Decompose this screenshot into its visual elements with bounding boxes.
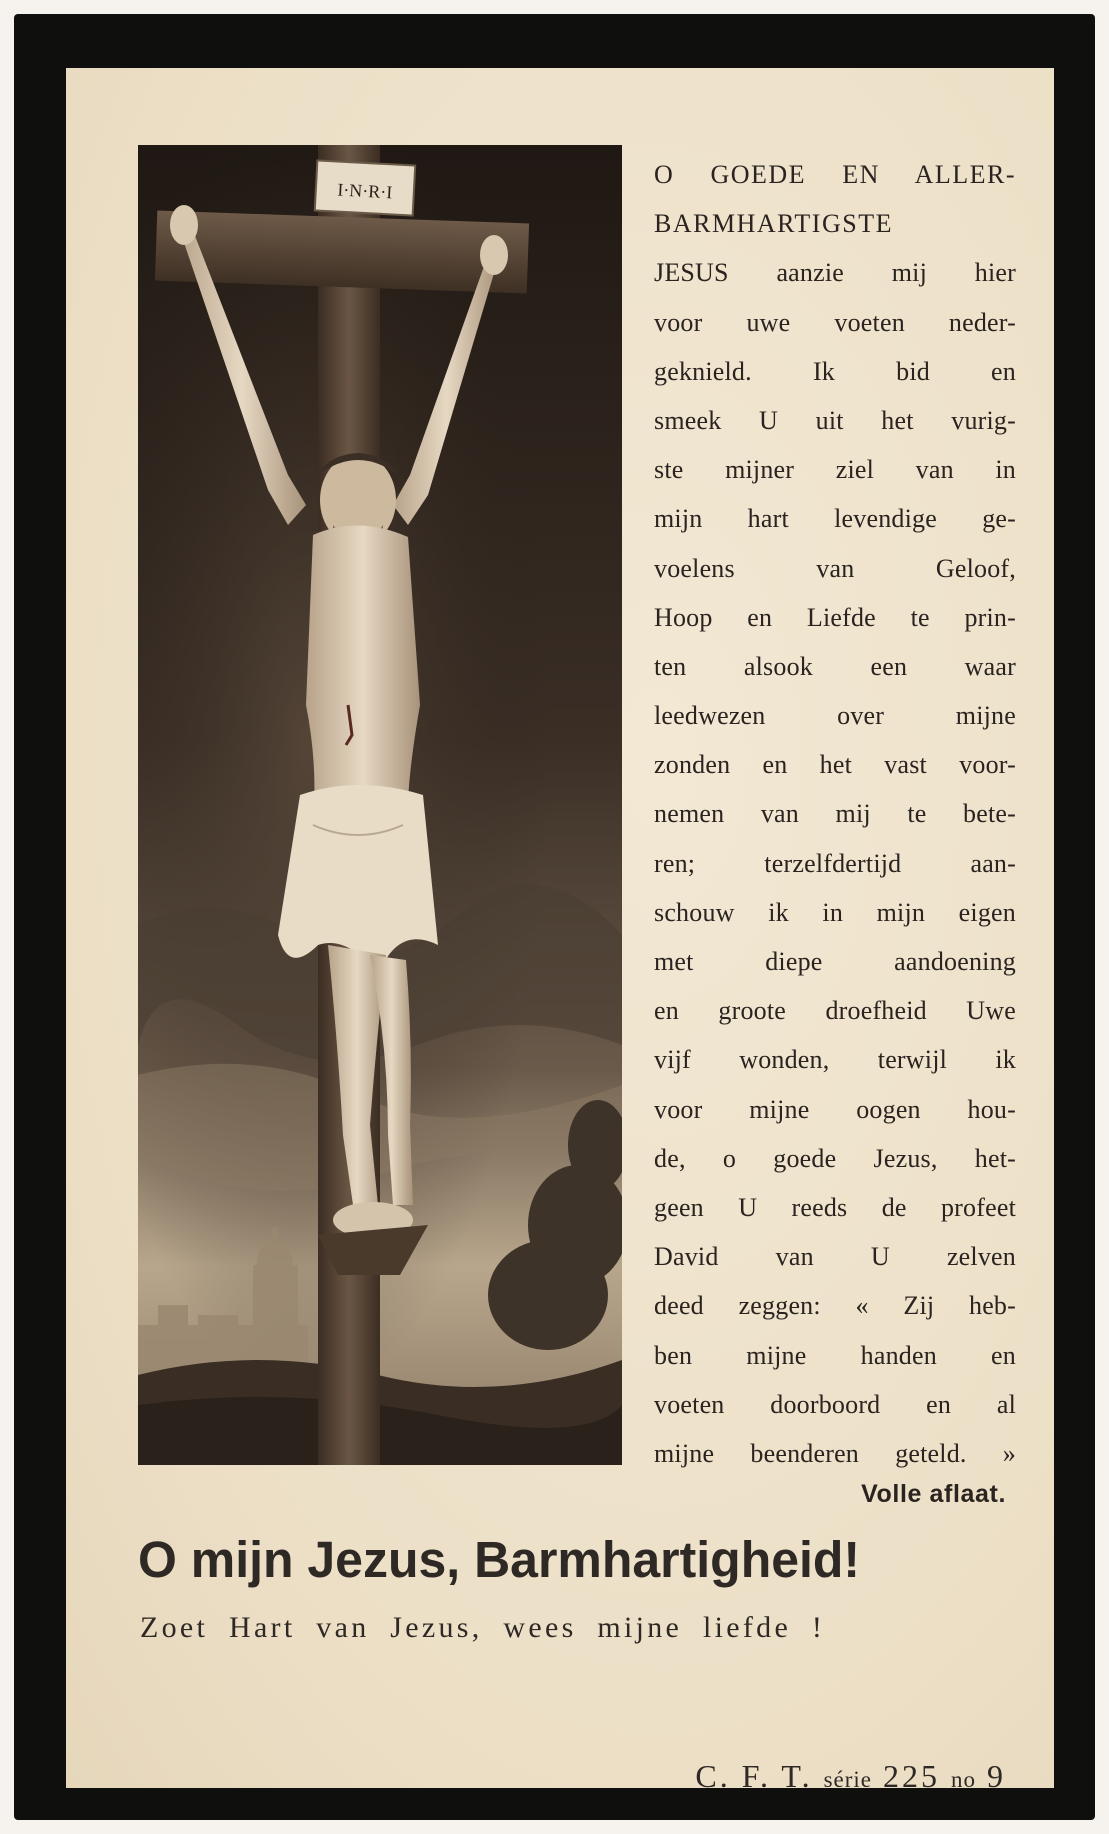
prayer-line: O GOEDE EN ALLER-	[654, 160, 1016, 189]
prayer-line: schouw ik in mijn eigen	[654, 897, 1016, 927]
inri-text: I·N·R·I	[336, 179, 393, 203]
prayer-line: de, o goede Jezus, het-	[654, 1143, 1016, 1173]
crucifixion-image	[138, 145, 622, 1465]
prayer-line: leedwezen over mijne	[654, 701, 1016, 731]
prayer-line: JESUS aanzie mij hier	[654, 258, 1016, 288]
prayer-line: voor uwe voeten neder-	[654, 307, 1016, 337]
prayer-line: voor mijne oogen hou-	[654, 1094, 1016, 1124]
prayer-line: Hoop en Liefde te prin-	[654, 602, 1016, 632]
item-number: 9	[987, 1758, 1006, 1794]
series-number	[695, 1758, 1006, 1795]
prayer-line: BARMHARTIGSTE	[654, 209, 893, 239]
indulgence-note: Volle aflaat.	[861, 1480, 1006, 1508]
prayer-line: geknield. Ik bid en	[654, 356, 1016, 386]
prayer-line: zonden en het vast voor-	[654, 750, 1016, 780]
prayer-line: voeten doorboord en al	[654, 1389, 1016, 1419]
memorial-card-border	[14, 14, 1095, 1820]
card-paper	[66, 68, 1054, 1794]
prayer-line: ren; terzelfdertijd aan-	[654, 848, 1016, 878]
exclamation-heading: O mijn Jezus, Barmhartigheid!	[138, 1531, 861, 1588]
number-label: no	[951, 1767, 976, 1792]
prayer-line: mijne beenderen geteld. »	[654, 1438, 1016, 1468]
prayer-line: ten alsook een waar	[654, 651, 1016, 681]
prayer-line: David van U zelven	[654, 1242, 1016, 1272]
prayer-line: deed zeggen: « Zij heb-	[654, 1291, 1016, 1321]
series-value: 225	[883, 1758, 940, 1794]
prayer-line: voelens van Geloof,	[654, 553, 1016, 583]
publisher-initials: C. F. T.	[695, 1758, 813, 1794]
prayer-line: mijn hart levendige ge-	[654, 504, 1016, 534]
invocation-line: Zoet Hart van Jezus, wees mijne liefde !	[140, 1611, 826, 1644]
prayer-line: met diepe aandoening	[654, 947, 1016, 976]
prayer-line: vijf wonden, terwijl ik	[654, 1045, 1016, 1075]
prayer-line: smeek U uit het vurig-	[654, 405, 1016, 435]
prayer-line: ben mijne handen en	[654, 1340, 1016, 1370]
series-label: série	[823, 1767, 872, 1792]
prayer-line: nemen van mij te bete-	[654, 799, 1016, 829]
prayer-line: geen U reeds de profeet	[654, 1192, 1016, 1222]
prayer-line: en groote droefheid Uwe	[654, 996, 1016, 1026]
prayer-text	[654, 150, 1016, 1478]
prayer-line: ste mijner ziel van in	[654, 455, 1016, 485]
